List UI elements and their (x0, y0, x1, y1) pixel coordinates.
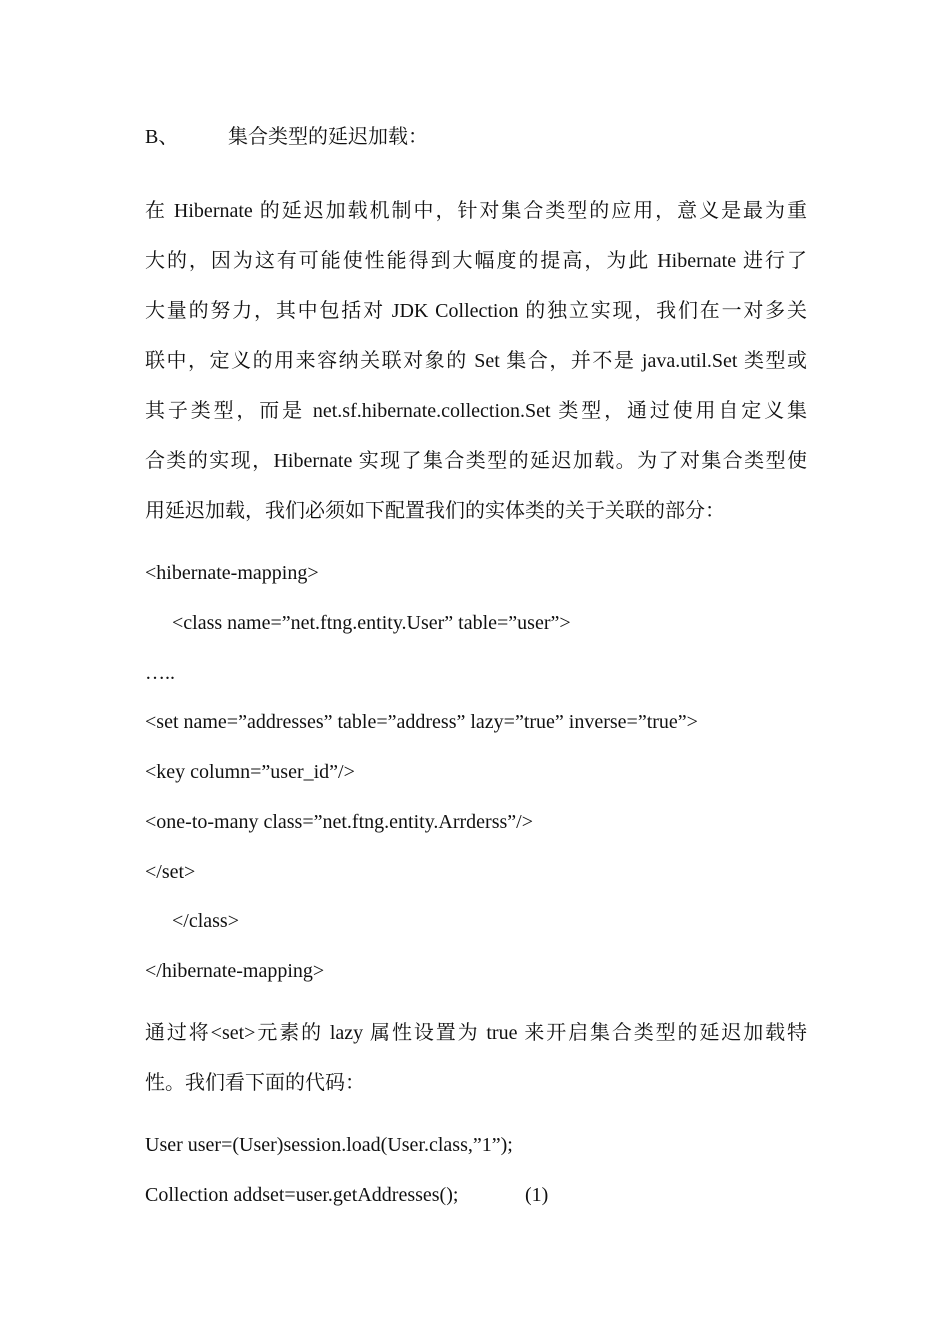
code-line: Collection addset=user.getAddresses(); (145, 1184, 459, 1206)
code-line: <class name=”net.ftng.entity.User” table=”user”> (172, 612, 571, 634)
step-marker: (1) (525, 1184, 549, 1206)
code-line: <hibernate-mapping> (145, 562, 319, 584)
paragraph-line: 性。我们看下面的代码： (145, 1072, 365, 1094)
code-line: </class> (172, 910, 239, 932)
code-line: User user=(User)session.load(User.class,”1”); (145, 1134, 513, 1156)
paragraph-line: 用延迟加载，我们必须如下配置我们的实体类的关于关联的部分： (145, 500, 725, 522)
paragraph-line: 联中，定义的用来容纳关联对象的 Set 集合，并不是 java.util.Set 类型或 (145, 350, 807, 372)
section-label: B、 (145, 126, 179, 148)
paragraph-line: 通过将<set>元素的 lazy 属性设置为 true 来开启集合类型的延迟加载特 (145, 1022, 807, 1044)
paragraph-line: 在 Hibernate 的延迟加载机制中，针对集合类型的应用，意义是最为重 (145, 200, 807, 222)
code-line: </hibernate-mapping> (145, 960, 325, 982)
section-title: 集合类型的延迟加载： (228, 126, 428, 148)
code-line: <set name=”addresses” table=”address” lazy=”true” inverse=”true”> (145, 711, 698, 733)
paragraph-line: 大的，因为这有可能使性能得到大幅度的提高，为此 Hibernate 进行了 (145, 250, 807, 272)
paragraph-line: 大量的努力，其中包括对 JDK Collection 的独立实现，我们在一对多关 (145, 300, 807, 322)
paragraph-line: 其子类型，而是 net.sf.hibernate.collection.Set 类型，通过使用自定义集 (145, 400, 807, 422)
code-line: ….. (145, 662, 175, 684)
code-line: <key column=”user_id”/> (145, 761, 355, 783)
code-line: </set> (145, 861, 196, 883)
paragraph-line: 合类的实现，Hibernate 实现了集合类型的延迟加载。为了对集合类型使 (145, 450, 807, 472)
code-line: <one-to-many class=”net.ftng.entity.Arrderss”/> (145, 811, 533, 833)
